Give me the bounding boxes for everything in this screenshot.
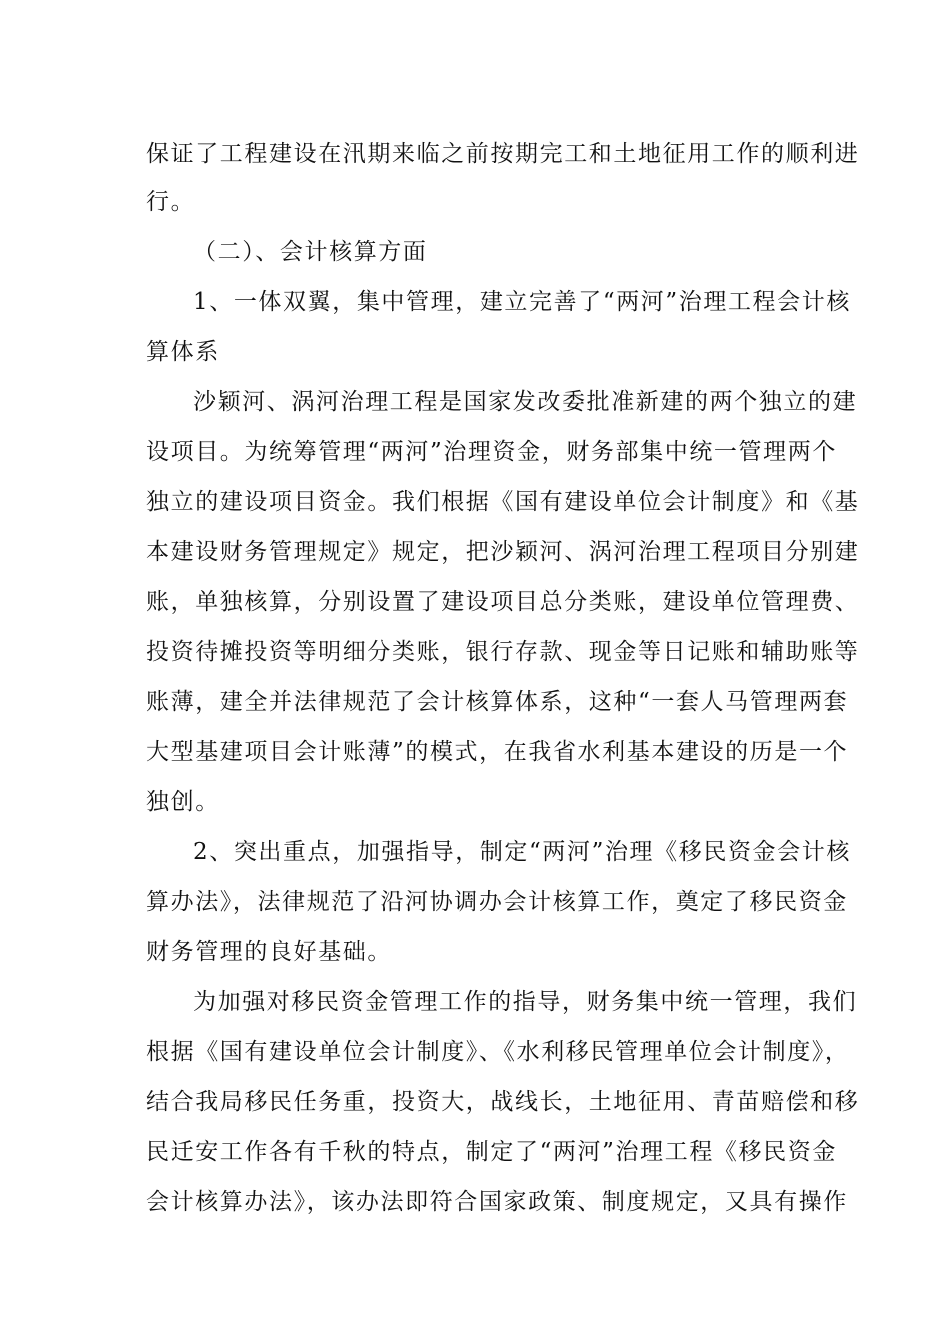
subsection-heading: 2、突出重点，加强指导，制定“两河”治理《移民资金会计核 [193,839,851,865]
text-line: 会计核算办法》，该办法即符合国家政策、制度规定，又具有操作 [146,1189,848,1215]
text-line: 独创。 [146,789,220,815]
text-line: 账，单独核算，分别设置了建设项目总分类账，建设单位管理费、 [146,589,860,615]
paragraph-first-line: 沙颖河、涡河治理工程是国家发改委批准新建的两个独立的建 [193,389,858,415]
text-line: 结合我局移民任务重，投资大，战线长，土地征用、青苗赔偿和移 [146,1089,860,1115]
text-line: 大型基建项目会计账薄”的模式，在我省水利基本建设的历是一个 [146,739,849,765]
text-line: 根据《国有建设单位会计制度》、《水利移民管理单位会计制度》， [146,1039,850,1065]
subsection-heading: 1、一体双翼，集中管理，建立完善了“两河”治理工程会计核 [193,289,851,315]
text-line: 算体系 [146,339,220,365]
text-line: 本建设财务管理规定》规定，把沙颖河、涡河治理工程项目分别建 [146,539,860,565]
text-line: 投资待摊投资等明细分类账，银行存款、现金等日记账和辅助账等 [146,639,860,665]
text-line: 保证了工程建设在汛期来临之前按期完工和土地征用工作的顺利进 [146,141,860,167]
text-line: 算办法》，法律规范了沿河协调办会计核算工作，奠定了移民资金 [146,889,848,915]
text-line: 设项目。为统筹管理“两河”治理资金，财务部集中统一管理两个 [146,439,837,465]
text-line: 账薄，建全并法律规范了会计核算体系，这种“一套人马管理两套 [146,689,849,715]
text-line: 财务管理的良好基础。 [146,939,392,965]
text-line: 行。 [146,189,196,215]
text-line: 独立的建设项目资金。我们根据《国有建设单位会计制度》和《基 [146,489,860,515]
section-heading: （二）、会计核算方面 [193,239,428,265]
text-line: 民迁安工作各有千秋的特点，制定了“两河”治理工程《移民资金 [146,1139,837,1165]
paragraph-first-line: 为加强对移民资金管理工作的指导，财务集中统一管理，我们 [193,989,858,1015]
